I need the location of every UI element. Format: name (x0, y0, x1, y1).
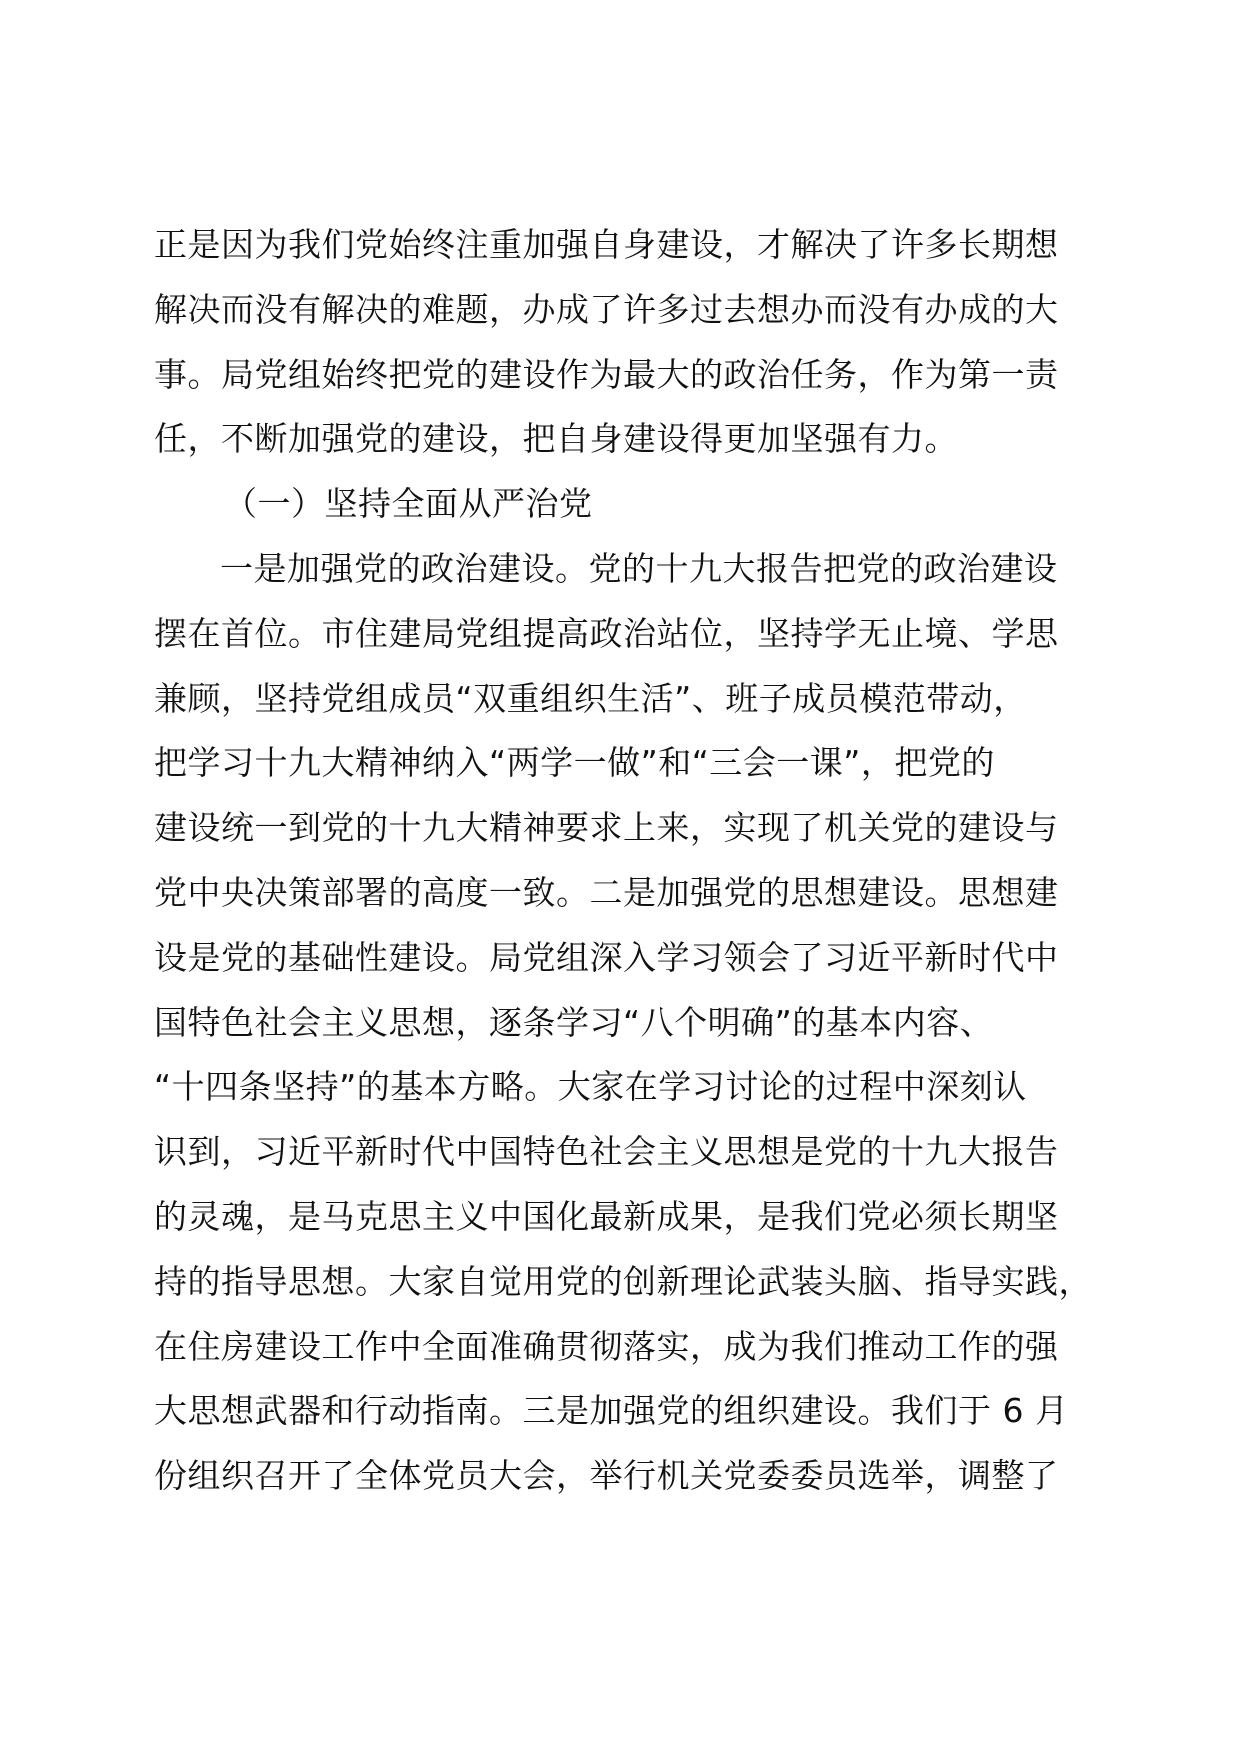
text-line: 事。局党组始终把党的建设作为最大的政治任务，作为第一责 (154, 354, 1059, 394)
text-line: 识到，习近平新时代中国特色社会主义思想是党的十九大报告 (154, 1132, 1059, 1172)
section-heading: （一）坚持全面从严治党 (224, 484, 593, 524)
text-line: 持的指导思想。大家自觉用党的创新理论武装头脑、指导实践， (154, 1261, 1092, 1301)
text-line: 大思想武器和行动指南。三是加强党的组织建设。我们于 6 月 (154, 1391, 1069, 1431)
text-line: 把学习十九大精神纳入“两学一做”和“三会一课”，把党的 (154, 743, 995, 783)
text-line: 在住房建设工作中全面准确贯彻落实，成为我们推动工作的强 (154, 1326, 1059, 1366)
text-line: 设是党的基础性建设。局党组深入学习领会了习近平新时代中 (154, 937, 1059, 977)
text-line: 摆在首位。市住建局党组提高政治站位，坚持学无止境、学思 (154, 613, 1059, 653)
text-line: 的灵魂，是马克思主义中国化最新成果，是我们党必须长期坚 (154, 1196, 1059, 1236)
paragraph-first-line: 一是加强党的政治建设。党的十九大报告把党的政治建设 (220, 548, 1058, 588)
text-line: “十四条坚持”的基本方略。大家在学习讨论的过程中深刻认 (154, 1067, 1027, 1107)
text-line: 份组织召开了全体党员大会，举行机关党委委员选举，调整了 (154, 1456, 1059, 1496)
text-line: 解决而没有解决的难题，办成了许多过去想办而没有办成的大 (154, 289, 1059, 329)
body-text (154, 213, 1114, 1509)
text-line: 正是因为我们党始终注重加强自身建设，才解决了许多长期想 (154, 225, 1059, 264)
text-line: 任，不断加强党的建设，把自身建设得更加坚强有力。 (154, 419, 958, 459)
text-line: 建设统一到党的十九大精神要求上来，实现了机关党的建设与 (154, 808, 1059, 848)
text-line: 兼顾，坚持党组成员“双重组织生活”、班子成员模范带动， (154, 678, 1027, 718)
text-line: 党中央决策部署的高度一致。二是加强党的思想建设。思想建 (154, 872, 1059, 912)
text-line: 国特色社会主义思想，逐条学习“八个明确”的基本内容、 (154, 1002, 994, 1042)
